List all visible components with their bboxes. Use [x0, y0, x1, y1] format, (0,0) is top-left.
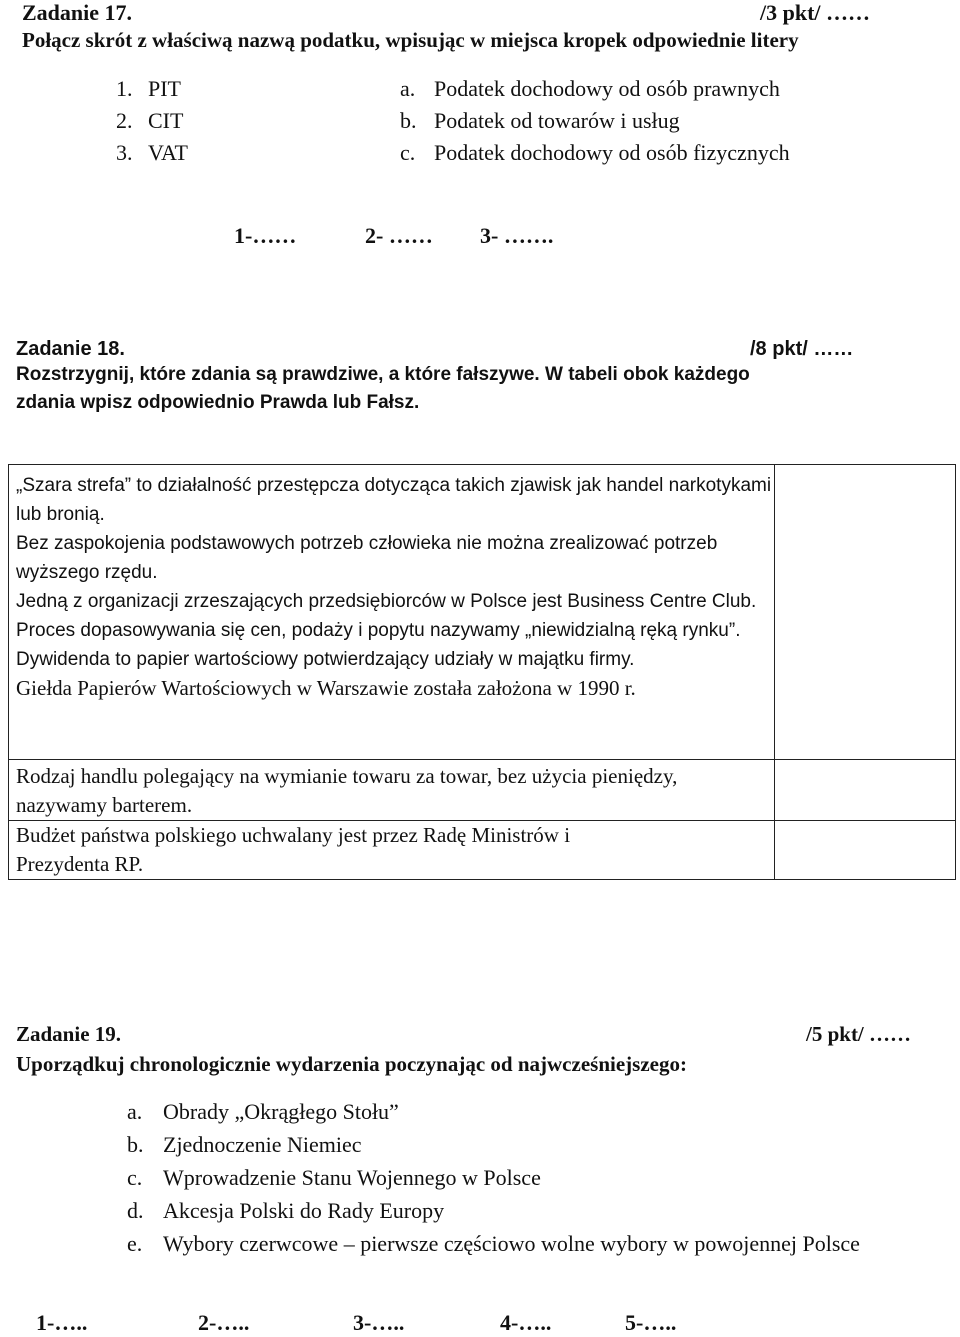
task19-points: /5 pkt/ ……: [806, 1022, 912, 1046]
event-item: Wprowadzenie Stanu Wojennego w Polsce: [163, 1165, 541, 1190]
statement: Proces dopasowywania się cen, podaży i popytu nazywamy „niewidzialną ręką rynku”.: [16, 620, 741, 641]
answer-cell[interactable]: [775, 760, 956, 821]
statement: Giełda Papierów Wartościowych w Warszawie została założona w 1990 r.: [16, 676, 636, 700]
event-item: Obrady „Okrągłego Stołu”: [163, 1099, 399, 1124]
answer-blank[interactable]: 4-…..: [500, 1310, 552, 1335]
statement: Dywidenda to papier wartościowy potwierdzający udziały w majątku firmy.: [16, 649, 635, 670]
table-row: [9, 760, 956, 821]
statement: Rodzaj handlu polegający na wymianie towaru za towar, bez użycia pieniędzy, nazywamy barterem.: [16, 764, 678, 817]
task19-instruction: Uporządkuj chronologicznie wydarzenia poczynając od najwcześniejszego:: [16, 1052, 687, 1076]
answer-blank[interactable]: 3- …….: [480, 223, 554, 248]
list-letter: b.: [127, 1132, 144, 1157]
task17-points: /3 pkt/ ……: [760, 0, 871, 25]
answer-cell[interactable]: [775, 465, 956, 760]
list-letter: a.: [127, 1099, 143, 1124]
list-letter: b.: [400, 108, 417, 133]
task18-points: /8 pkt/ ……: [750, 338, 854, 360]
tax-name: Podatek dochodowy od osób prawnych: [434, 76, 780, 101]
answer-blank[interactable]: 1-…..: [36, 1310, 88, 1335]
list-letter: c.: [400, 140, 416, 165]
answer-blank[interactable]: 3-…..: [353, 1310, 405, 1335]
statement: Bez zaspokojenia podstawowych potrzeb człowieka nie można zrealizować potrzeb wyższego rzędu.: [16, 533, 718, 583]
task17-instruction: Połącz skrót z właściwą nazwą podatku, wpisując w miejsca kropek odpowiednie litery: [22, 28, 799, 52]
list-num: 1.: [116, 76, 133, 101]
event-item: Zjednoczenie Niemiec: [163, 1132, 362, 1157]
tax-abbrev-cit: CIT: [148, 108, 184, 133]
statements-cell: [9, 465, 775, 760]
tax-abbrev-vat: VAT: [148, 140, 188, 165]
statement-cell: [9, 760, 775, 821]
list-letter: c.: [127, 1165, 143, 1190]
table-row: [9, 821, 956, 880]
event-item: Akcesja Polski do Rady Europy: [163, 1198, 445, 1223]
task19-title: Zadanie 19.: [16, 1022, 122, 1046]
statement: Budżet państwa polskiego uchwalany jest przez Radę Ministrów i Prezydenta RP.: [16, 823, 571, 876]
task18-title: Zadanie 18.: [16, 338, 125, 360]
answer-blank[interactable]: 2-…..: [198, 1310, 250, 1335]
tax-abbrev-pit: PIT: [148, 76, 181, 101]
list-letter: a.: [400, 76, 416, 101]
task17-title: Zadanie 17.: [22, 0, 133, 25]
true-false-table: [8, 464, 956, 880]
list-letter: d.: [127, 1198, 144, 1223]
event-item: Wybory czerwcowe – pierwsze częściowo wolne wybory w powojennej Polsce: [163, 1231, 860, 1256]
list-num: 3.: [116, 140, 133, 165]
answer-blank[interactable]: 5-…..: [625, 1310, 677, 1335]
tax-name: Podatek od towarów i usług: [434, 108, 680, 133]
answer-blank[interactable]: 1-……: [234, 223, 297, 248]
answer-cell[interactable]: [775, 821, 956, 880]
statement: „Szara strefa” to działalność przestępcza dotycząca takich zjawisk jak handel narkotykami lub bronią.: [16, 475, 772, 525]
answer-blank[interactable]: 2- ……: [365, 223, 433, 248]
tax-name: Podatek dochodowy od osób fizycznych: [434, 140, 790, 165]
task18-instruction-line1: Rozstrzygnij, które zdania są prawdziwe, a które fałszywe. W tabeli obok każdego: [16, 364, 750, 385]
statement-cell: [9, 821, 775, 880]
statement: Jedną z organizacji zrzeszających przedsiębiorców w Polsce jest Business Centre Club.: [16, 591, 757, 612]
list-num: 2.: [116, 108, 133, 133]
table-row: [9, 465, 956, 760]
list-letter: e.: [127, 1231, 143, 1256]
task18-instruction-line2: zdania wpisz odpowiednio Prawda lub Fałsz.: [16, 392, 420, 413]
